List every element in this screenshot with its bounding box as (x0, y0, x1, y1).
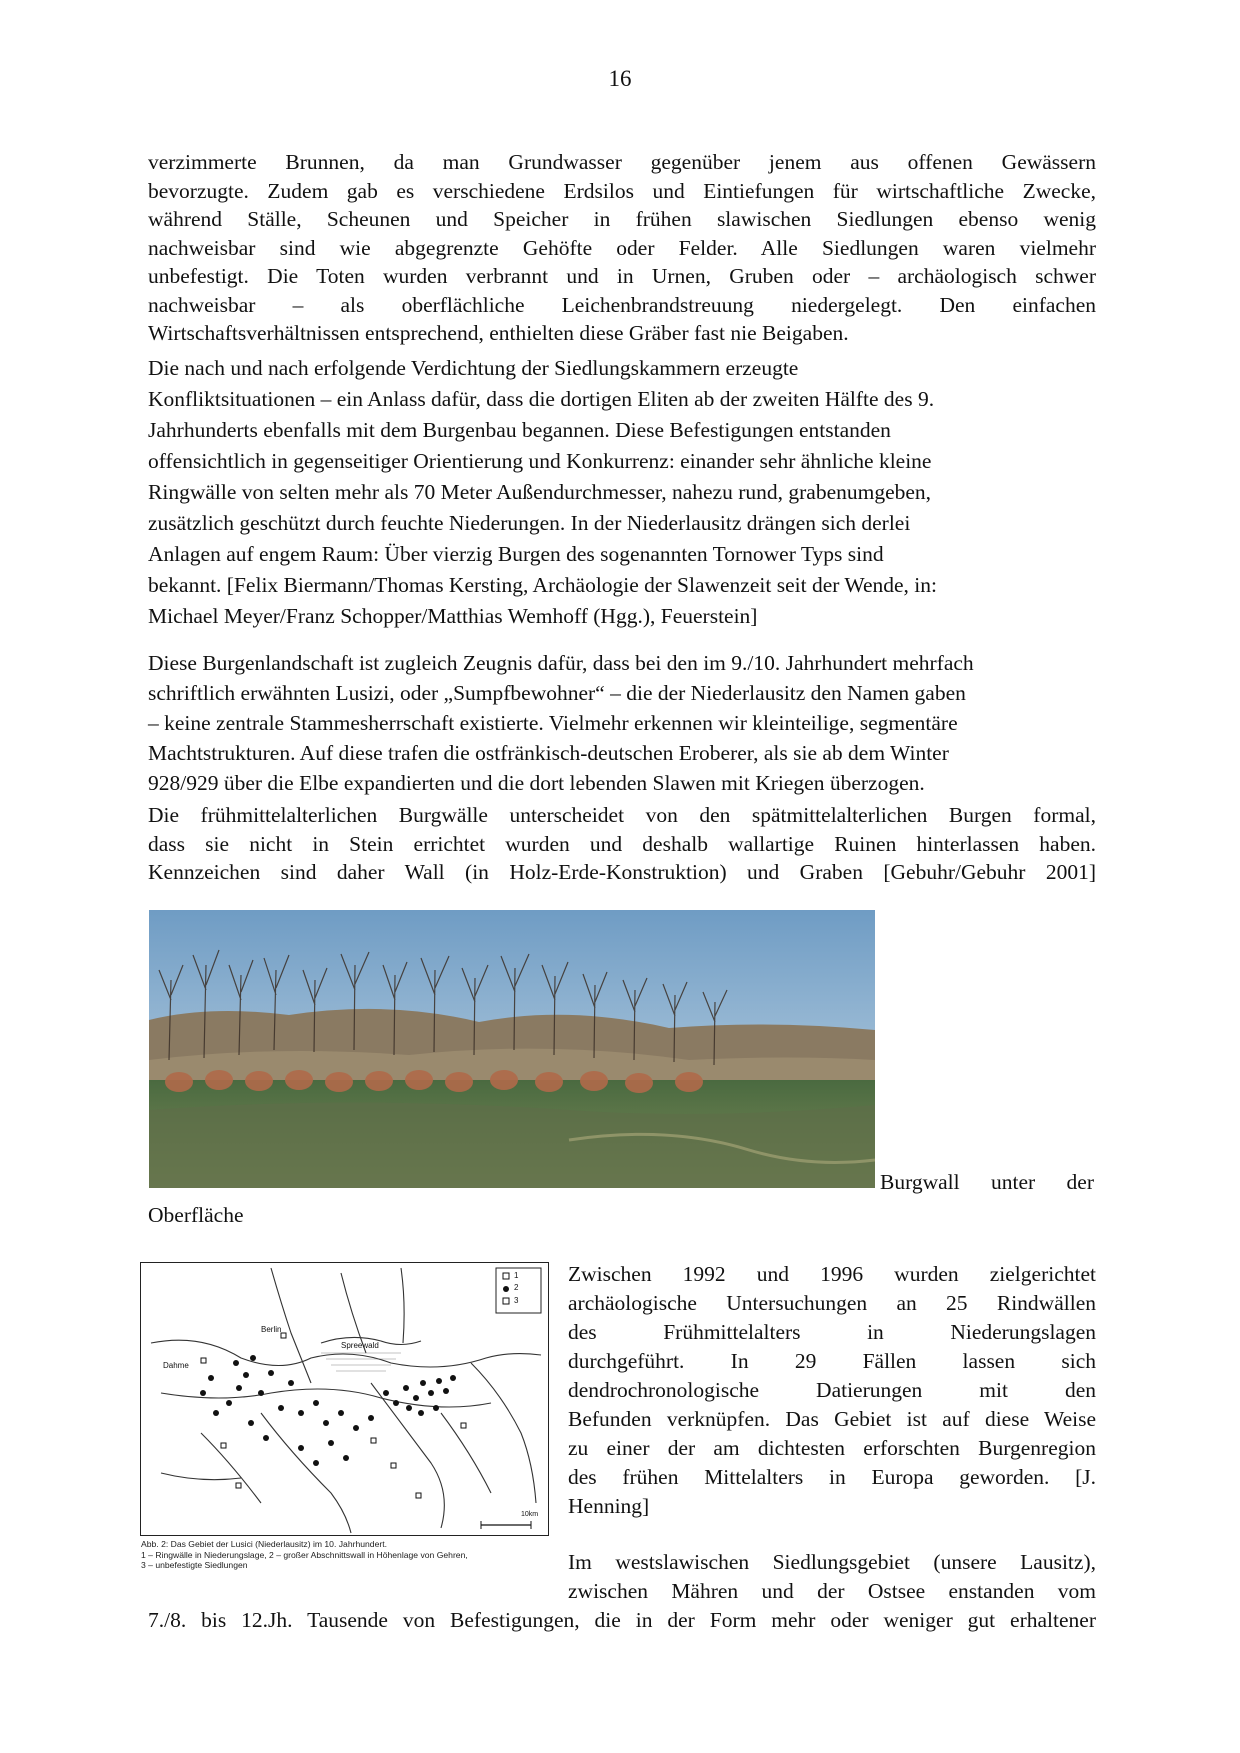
text-line: Henning] (568, 1494, 650, 1518)
text-line: nachweisbar – als oberflächliche Leichenbrandstreuung niedergelegt. Den einfachen (148, 292, 1096, 317)
lusici-map (140, 1262, 549, 1536)
text-line: zu einer der am dichtesten erforschten Burgenregion (568, 1436, 1096, 1460)
map-legend-2: 2 (514, 1283, 519, 1292)
burgwall-photo (149, 910, 875, 1188)
paragraph-westslavic-part2 (148, 1606, 1096, 1635)
text-line: verzimmerte Brunnen, da man Grundwasser gegenüber jenem aus offenen Gewässern (148, 150, 1096, 174)
text-line: des Frühmittelalters in Niederungslagen (568, 1320, 1096, 1344)
paragraph-research (568, 1260, 1096, 1521)
map-caption-line: 3 – unbefestigte Siedlungen (141, 1560, 248, 1570)
map-caption-line: Abb. 2: Das Gebiet der Lusici (Niederlausitz) im 10. Jahrhundert. (141, 1539, 387, 1549)
text-line: Kennzeichen sind daher Wall (in Holz-Erde-Konstruktion) und Graben [Gebuhr/Gebuhr 2001] (148, 860, 1096, 884)
text-line: zusätzlich geschützt durch feuchte Niederungen. In der Niederlausitz drängen sich derlei (148, 511, 911, 535)
paragraph-settlements (148, 148, 1096, 348)
text-line: durchgeführt. In 29 Fällen lassen sich (568, 1349, 1096, 1373)
paragraph-castle-building (148, 353, 1096, 632)
paragraph-burgwaelle (148, 801, 1096, 887)
text-line: während Ställe, Scheunen und Speicher in frühen slawischen Siedlungen ebenso wenig (148, 207, 1096, 231)
text-line: bekannt. [Felix Biermann/Thomas Kersting, Archäologie der Slawenzeit seit der Wende, in: (148, 573, 937, 597)
text-line: archäologische Untersuchungen an 25 Rindwällen (568, 1291, 1096, 1315)
text-line: des frühen Mittelalters in Europa geworden. [J. (568, 1465, 1096, 1489)
text-line: Konfliktsituationen – ein Anlass dafür, dass die dortigen Eliten ab der zweiten Hälfte des 9. (148, 387, 935, 411)
photo-caption-part1: Burgwall unter der (880, 1170, 1094, 1194)
text-line: Im westslawischen Siedlungsgebiet (unsere Lausitz), (568, 1550, 1096, 1574)
text-line: bevorzugte. Zudem gab es verschiedene Erdsilos und Eintiefungen für wirtschaftliche Zwecke, (148, 178, 1096, 203)
text-line: – keine zentrale Stammesherrschaft existierte. Vielmehr erkennen wir kleinteilige, segmentäre (148, 711, 958, 735)
map-caption (141, 1539, 551, 1571)
text-line: dendrochronologische Datierungen mit den (568, 1378, 1096, 1402)
text-line: Machtstrukturen. Auf diese trafen die ostfränkisch-deutschen Eroberer, als sie ab dem Winter (148, 741, 949, 765)
text-line: 928/929 über die Elbe expandierten und die dort lebenden Slawen mit Kriegen überzogen. (148, 771, 925, 795)
text-line: dass sie nicht in Stein errichtet wurden und deshalb wallartige Ruinen hinterlassen haben. (148, 831, 1096, 856)
text-line: Wirtschaftsverhältnissen entsprechend, enthielten diese Gräber fast nie Beigaben. (148, 321, 849, 345)
text-line: Diese Burgenlandschaft ist zugleich Zeugnis dafür, dass bei den im 9./10. Jahrhundert mehrfach (148, 651, 974, 675)
paragraph-lusizi (148, 648, 1096, 798)
text-line: schriftlich erwähnten Lusizi, oder „Sumpfbewohner“ – die der Niederlausitz den Namen gaben (148, 681, 966, 705)
map-legend-3: 3 (514, 1296, 519, 1305)
photo-caption-part2: Oberfläche (148, 1203, 244, 1227)
text-line: Anlagen auf engem Raum: Über vierzig Burgen des sogenannten Tornower Typs sind (148, 542, 884, 566)
text-line: nachweisbar sind wie abgegrenzte Gehöfte oder Felder. Alle Siedlungen waren vielmehr (148, 235, 1096, 260)
text-line: unbefestigt. Die Toten wurden verbrannt und in Urnen, Gruben oder – archäologisch schwer (148, 264, 1096, 288)
text-line: zwischen Mähren und der Ostsee enstanden vom (568, 1579, 1096, 1603)
map-scale-label: 10km (521, 1511, 539, 1518)
paragraph-westslavic-part1 (568, 1548, 1096, 1606)
text-line: Die frühmittelalterlichen Burgwälle unterscheidet von den spätmittelalterlichen Burgen formal, (148, 803, 1096, 827)
map-label-berlin: Berlin (261, 1325, 282, 1334)
text-line: Jahrhunderts ebenfalls mit dem Burgenbau begannen. Diese Befestigungen entstanden (148, 418, 891, 442)
text-line: Zwischen 1992 und 1996 wurden zielgerichtet (568, 1262, 1096, 1286)
text-line: offensichtlich in gegenseitiger Orientierung und Konkurrenz: einander sehr ähnliche kleine (148, 449, 932, 473)
text-line: Befunden verknüpfen. Das Gebiet ist auf diese Weise (568, 1407, 1096, 1431)
text-line: Michael Meyer/Franz Schopper/Matthias Wemhoff (Hgg.), Feuerstein] (148, 604, 758, 628)
map-legend-1: 1 (514, 1271, 519, 1280)
map-label-spreewald: Spreewald (341, 1341, 379, 1350)
map-caption-line: 1 – Ringwälle in Niederungslage, 2 – großer Abschnittswall in Höhenlage von Gehren, (141, 1549, 468, 1560)
text-line: Die nach und nach erfolgende Verdichtung der Siedlungskammern erzeugte (148, 356, 799, 380)
text-line: Ringwälle von selten mehr als 70 Meter Außendurchmesser, nahezu rund, grabenumgeben, (148, 480, 932, 504)
map-label-dahme: Dahme (163, 1361, 189, 1370)
text-line: 7./8. bis 12.Jh. Tausende von Befestigungen, die in der Form mehr oder weniger gut erhaltener (148, 1608, 1096, 1632)
page-number: 16 (608, 66, 632, 91)
